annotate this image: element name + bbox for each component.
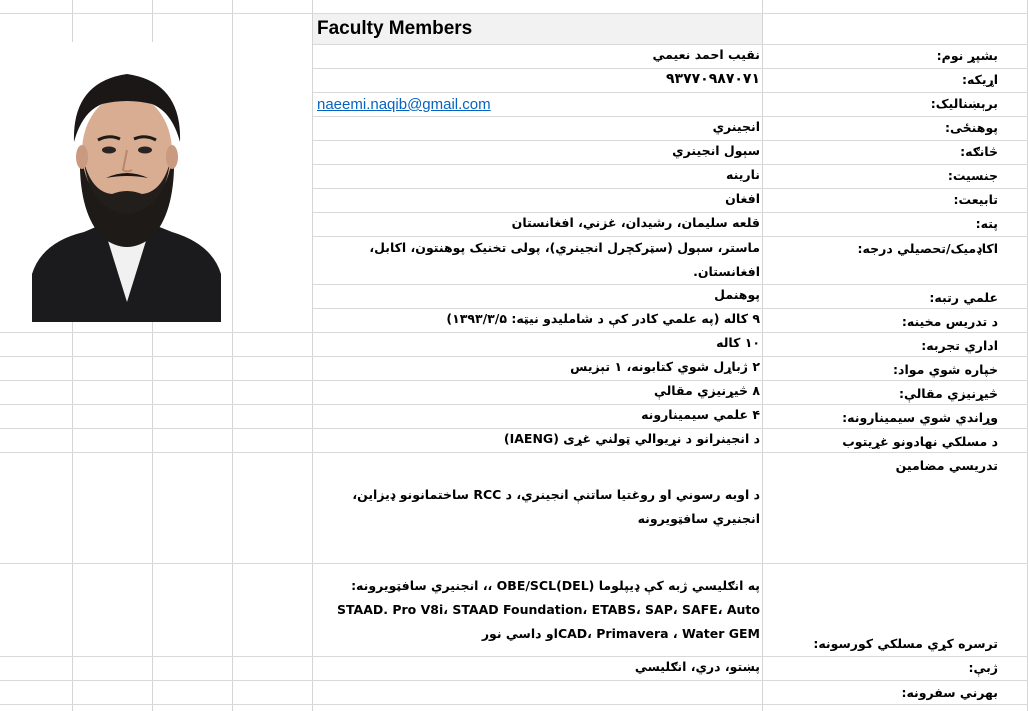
value-memberships: د انجینرانو د نړیوالي ټولني غړی (IAENG) (503, 431, 760, 446)
value-teaching-history: ۹ کاله (په علمي کادر کې د شاملیدو نیټه: ۱۳۹۳/۳/۵) (446, 311, 760, 326)
value-seminars: ۴ علمي سیمینارونه (641, 407, 760, 422)
label-courses: ترسره کړي مسلکي کورسونه: (813, 636, 998, 651)
value-published-materials: ۲ ژباړل شوي کتابونه، ۱ تېزیس (570, 359, 760, 374)
label-seminars: وړاندي شوي سیمینارونه: (842, 410, 998, 425)
row-divider (0, 704, 1028, 705)
row-divider (0, 563, 1028, 564)
label-faculty: پوهنځی: (945, 120, 998, 135)
label-department: څانګه: (960, 144, 998, 159)
label-email: برېښنالیک: (930, 96, 998, 111)
label-contact: اړیکه: (961, 72, 998, 87)
label-address: پته: (975, 216, 998, 231)
label-research-articles: څیړنیزي مقالې: (898, 386, 998, 401)
row-divider (0, 452, 1028, 453)
value-email-link[interactable]: naeemi.naqib@gmail.com (317, 96, 491, 113)
label-languages: ژبې: (968, 660, 998, 675)
value-academic-rank: پوهنمل (714, 287, 760, 302)
value-department: سېول انجینري (672, 143, 760, 158)
sheet-title: Faculty Members (317, 18, 473, 39)
label-admin-experience: اداري تجربه: (921, 338, 998, 353)
value-contact: ۹۳۷۷۰۹۸۷۰۷۱ (666, 71, 760, 87)
row-divider (313, 92, 1028, 93)
label-academic-rank: علمي رتبه: (929, 290, 998, 305)
label-published-materials: خپاره شوي مواد: (893, 362, 998, 377)
profile-photo-image (32, 42, 221, 322)
value-research-articles: ۸ څیړنیزي مقالې (653, 383, 760, 398)
profile-photo (32, 42, 221, 322)
label-teaching-history: د تدریس مخینه: (901, 314, 998, 329)
label-name: بشپړ نوم: (936, 48, 998, 63)
label-academic-degree: اکاډمیک/تحصیلي درجه: (857, 241, 998, 256)
value-name: نقیب احمد نعیمي (652, 47, 760, 62)
value-faculty: انجینري (712, 119, 760, 134)
value-admin-experience: ۱۰ کاله (716, 335, 760, 350)
value-gender: نارینه (726, 167, 760, 182)
value-teaching-subjects: د اوبه رسوني او روغتیا ساتنې انجینري، د RCC ساختمانونو ډیزاین، انجنیري سافټویرونه (352, 487, 760, 526)
label-gender: جنسیت: (947, 168, 998, 183)
value-address: قلعه سلیمان، رشیدان، غزني، افغانستان (511, 215, 760, 230)
label-memberships: د مسلکي نهادونو غړیتوب (842, 434, 998, 449)
value-courses: په انګلیسي ژبه کې ډیپلوما (OBE/SCL(DEL ،، انجنیري سافټویرونه: STAAD. Pro V8i، STAAD Foundation، ETABS، SAP، SAFE، Auto CAD، Primavera ، Water GEMاو داسي نور (336, 578, 760, 641)
label-nationality: تابیعت: (953, 192, 998, 207)
row-divider (0, 680, 1028, 681)
label-teaching-subjects: تدریسي مضامین (895, 458, 998, 473)
value-languages: پښتو، دري، انګلیسي (634, 659, 760, 674)
value-nationality: افغان (725, 191, 760, 206)
label-foreign-travels: بهرني سفرونه: (901, 685, 998, 700)
value-academic-degree: ماستر، سېول (سټرکچرل انجینري)، پولی تخنیک پوهنتون، اکابل، افغانستان. (369, 240, 760, 279)
